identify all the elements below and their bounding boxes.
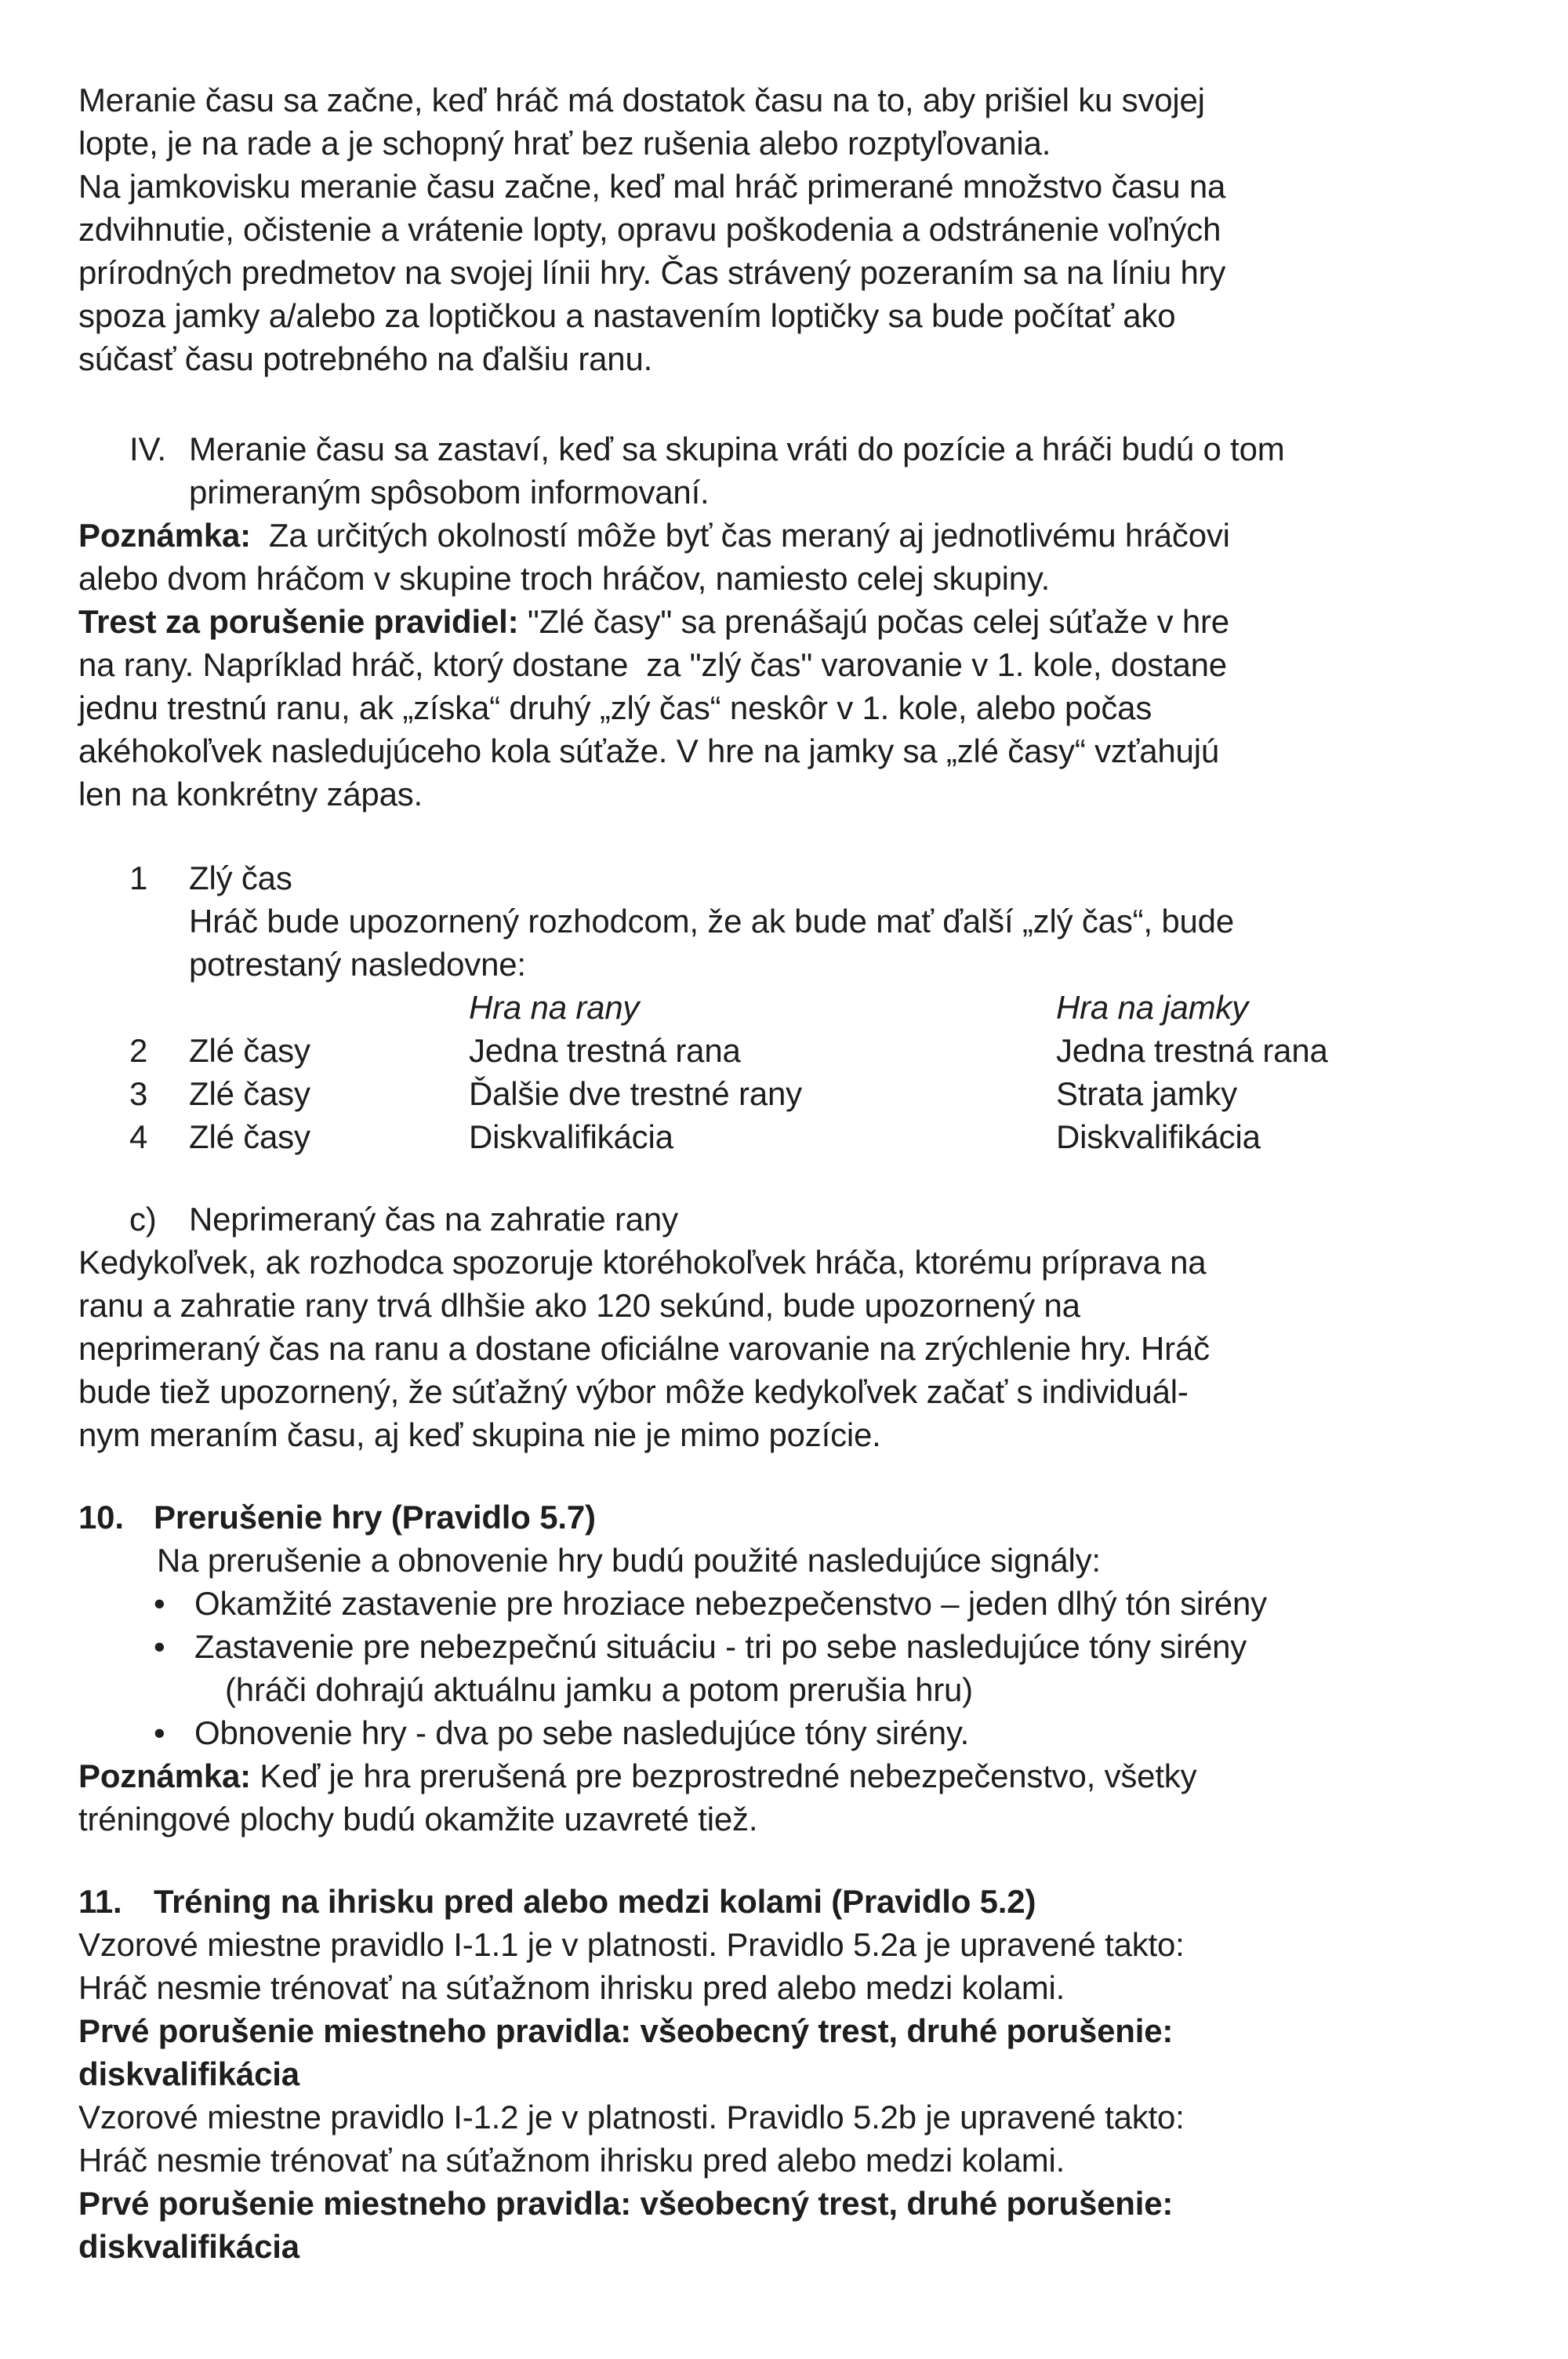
paragraph-line: bude tiež upozornený, že súťažný výbor môže kedykoľvek začať s individuál-: [78, 1373, 1189, 1410]
penalty-statement: diskvalifikácia: [78, 2228, 299, 2265]
penalty-table: [78, 986, 1537, 1158]
paragraph-line: Vzorové miestne pravidlo I-1.2 je v platnosti. Pravidlo 5.2b je upravené takto:: [78, 2099, 1185, 2135]
list-item-line: [78, 856, 1537, 900]
penalty-statement: Prvé porušenie miestneho pravidla: všeobecný trest, druhé porušenie:: [78, 2185, 1174, 2222]
table-cell-num: 3: [129, 1075, 148, 1112]
section-11: [78, 1880, 1537, 2268]
penalty-label: Trest za porušenie pravidiel:: [78, 603, 519, 640]
note-label: Poznámka:: [78, 517, 251, 554]
paragraph-line: na rany. Napríklad hráč, ktorý dostane za "zlý čas" varovanie v 1. kole, dostane: [78, 646, 1227, 683]
table-cell-match-play: Diskvalifikácia: [1056, 1118, 1261, 1155]
paragraph-line: nym meraním času, aj keď skupina nie je mimo pozície.: [78, 1416, 881, 1453]
paragraph-line: alebo dvom hráčom v skupine troch hráčov, namiesto celej skupiny.: [78, 560, 1051, 597]
bullet-item: [78, 1582, 1537, 1625]
table-row: [78, 1072, 1537, 1115]
section-title: Tréning na ihrisku pred alebo medzi kolami (Pravidlo 5.2): [154, 1883, 1036, 1920]
paragraph-line: jednu trestnú ranu, ak „získa“ druhý „zlý čas“ neskôr v 1. kole, alebo počas: [78, 689, 1152, 726]
list-marker-c: c): [129, 1201, 157, 1238]
list-item-text: potrestaný nasledovne:: [189, 946, 526, 983]
table-header-empty: [189, 986, 469, 1029]
paragraph-line: lopte, je na rade a je schopný hrať bez rušenia alebo rozptyľovania.: [78, 125, 1051, 162]
list-item-title: Zlý čas: [189, 860, 292, 896]
paragraph-line: akéhokoľvek nasledujúceho kola súťaže. V hre na jamky sa „zlé časy“ vzťahujú: [78, 732, 1219, 769]
paragraph-line: spoza jamky a/alebo za loptičkou a nastavením loptičky sa bude počítať ako: [78, 297, 1176, 334]
table-header-match-play: Hra na jamky: [1056, 989, 1249, 1026]
penalty-statement: Prvé porušenie miestneho pravidla: všeobecný trest, druhé porušenie:: [78, 2012, 1174, 2049]
table-cell-match-play: Jedna trestná rana: [1056, 1032, 1328, 1069]
section-title: Prerušenie hry (Pravidlo 5.7): [154, 1499, 596, 1536]
list-item-line: [78, 1198, 1537, 1241]
list-item-title: Neprimeraný čas na zahratie rany: [189, 1201, 678, 1238]
penalty-text: "Zlé časy" sa prenášajú počas celej súťaže v hre: [518, 603, 1229, 640]
paragraph-line: prírodných predmetov na svojej línii hry. Čas strávený pozeraním sa na líniu hry: [78, 254, 1226, 291]
bullet-icon: •: [154, 1628, 165, 1665]
bullet-text: Zastavenie pre nebezpečnú situáciu - tri po sebe nasledujúce tóny sirény: [194, 1628, 1247, 1665]
paragraph-line: neprimeraný čas na ranu a dostane oficiálne varovanie na zrýchlenie hry. Hráč: [78, 1330, 1210, 1367]
table-row: [78, 1115, 1537, 1158]
list-item-text: Meranie času sa zastaví, keď sa skupina vráti do pozície a hráči budú o tom: [189, 431, 1285, 467]
table-cell-match-play: Strata jamky: [1056, 1075, 1237, 1112]
section-number: 11.: [78, 1883, 122, 1920]
paragraph-line: Vzorové miestne pravidlo I-1.1 je v platnosti. Pravidlo 5.2a je upravené takto:: [78, 1926, 1185, 1963]
section-number: 10.: [78, 1499, 124, 1536]
paragraph-line: súčasť času potrebného na ďalšiu ranu.: [78, 340, 653, 377]
table-cell-stroke-play: Jedna trestná rana: [469, 1032, 741, 1069]
bullet-icon: •: [154, 1585, 165, 1622]
penalty-paragraph: [78, 600, 1537, 816]
paragraph-line: len na konkrétny zápas.: [78, 776, 423, 812]
list-item-bad-time: [78, 856, 1537, 986]
bullet-text: Obnovenie hry - dva po sebe nasledujúce tóny sirény.: [194, 1714, 970, 1751]
paragraph-line: Kedykoľvek, ak rozhodca spozoruje ktoréhokoľvek hráča, ktorému príprava na: [78, 1244, 1207, 1281]
undue-delay-paragraph: [78, 1241, 1537, 1456]
bullet-item: [78, 1625, 1537, 1668]
paragraph-line: Hráč nesmie trénovať na súťažnom ihrisku pred alebo medzi kolami.: [78, 2142, 1065, 2179]
paragraph-line: Meranie času sa začne, keď hráč má dostatok času na to, aby prišiel ku svojej: [78, 82, 1205, 118]
bullet-icon: •: [154, 1714, 165, 1751]
paragraph-line: ranu a zahratie rany trvá dlhšie ako 120 sekúnd, bude upozornený na: [78, 1287, 1080, 1324]
note-paragraph-timing: [78, 514, 1537, 600]
table-cell-stroke-play: Diskvalifikácia: [469, 1118, 673, 1155]
table-cell-num: 4: [129, 1118, 148, 1155]
note-text: Za určitých okolností môže byť čas meraný aj jednotlivému hráčovi: [250, 517, 1230, 554]
list-marker-iv: IV.: [129, 431, 166, 467]
section-11-heading: [78, 1880, 1537, 1923]
table-header-stroke-play: Hra na rany: [469, 989, 640, 1026]
note-label: Poznámka:: [78, 1757, 251, 1794]
paragraph-line: zdvihnutie, očistenie a vrátenie lopty, opravu poškodenia a odstránenie voľných: [78, 211, 1221, 248]
list-item-c: [78, 1198, 1537, 1241]
paragraph-line: Na jamkovisku meranie času začne, keď mal hráč primerané množstvo času na: [78, 168, 1226, 205]
table-row: [78, 1029, 1537, 1072]
bullet-continuation: (hráči dohrajú aktuálnu jamku a potom prerušia hru): [225, 1671, 973, 1708]
list-item-text: primeraným spôsobom informovaní.: [189, 474, 710, 511]
list-item-text: Hráč bude upozornený rozhodcom, že ak bude mať ďalší „zlý čas“, bude: [189, 903, 1234, 940]
table-header-empty: [129, 986, 189, 1029]
note-paragraph-suspension: [78, 1754, 1537, 1797]
table-header-row: [78, 986, 1537, 1029]
paragraph-line: [78, 514, 1537, 557]
paragraph-line: Hráč nesmie trénovať na súťažnom ihrisku pred alebo medzi kolami.: [78, 1969, 1065, 2006]
bullet-text: Okamžité zastavenie pre hroziace nebezpečenstvo – jeden dlhý tón sirény: [194, 1585, 1267, 1622]
paragraph-line: tréningové plochy budú okamžite uzavreté tiež.: [78, 1801, 758, 1837]
penalty-statement: diskvalifikácia: [78, 2055, 299, 2092]
table-cell-num: 2: [129, 1032, 148, 1069]
section-10: [78, 1496, 1537, 1841]
list-item-iv: [78, 427, 1537, 514]
paragraph-line: [78, 600, 1537, 643]
table-cell-label: Zlé časy: [189, 1075, 310, 1112]
section-10-heading: [78, 1496, 1537, 1539]
list-item-line: [78, 427, 1537, 471]
intro-paragraph: [78, 78, 1537, 380]
note-text: Keď je hra prerušená pre bezprostredné nebezpečenstvo, všetky: [250, 1757, 1197, 1794]
table-cell-label: Zlé časy: [189, 1118, 310, 1155]
table-cell-stroke-play: Ďalšie dve trestné rany: [469, 1075, 802, 1112]
section-10-intro: Na prerušenie a obnovenie hry budú použité nasledujúce signály:: [157, 1542, 1101, 1579]
list-marker-1: 1: [129, 860, 148, 896]
bullet-item: [78, 1711, 1537, 1754]
table-cell-label: Zlé časy: [189, 1032, 310, 1069]
